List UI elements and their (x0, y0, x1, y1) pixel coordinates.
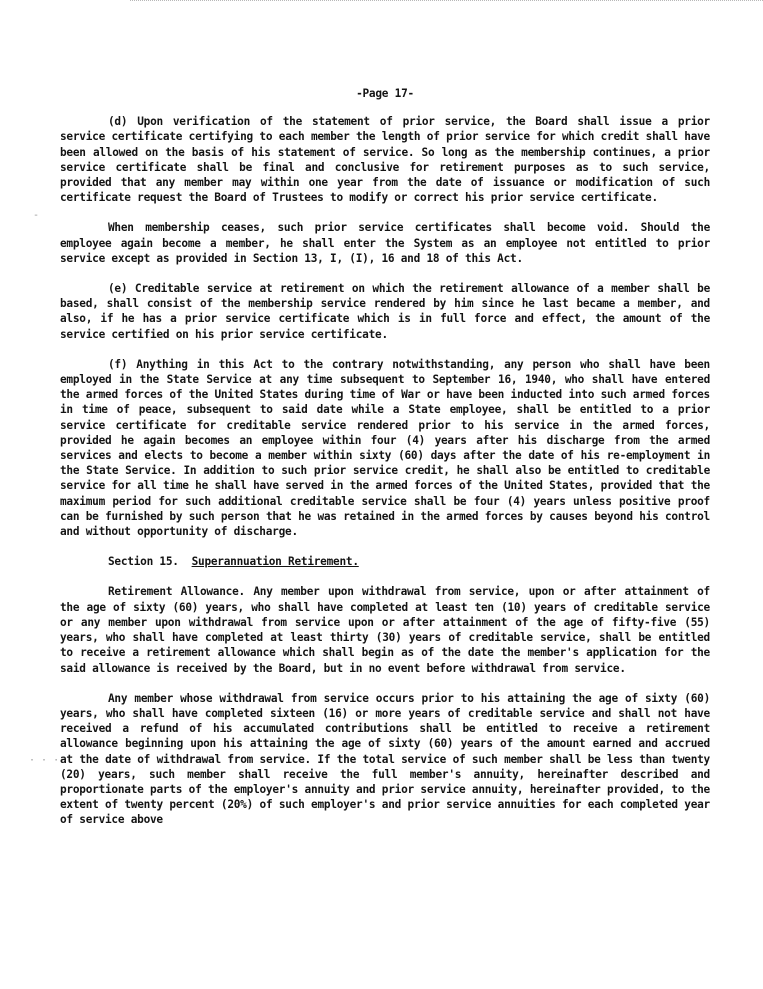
paragraph-text: (d) Upon verification of the statement of prior service, the Board shall issue a prior service certificate certifying to each member the length of prior service for which credit shall have been allowed on the basis of his statement of service. So long as the membership continues, a prior service certificate shall be final and conclusive for retirement purposes as to such service, provided that any member may within one year from the date of issuance or modification of such certificate request the Board of Trustees to modify or correct his prior service certificate. (60, 115, 710, 205)
paragraph-d (60, 114, 710, 205)
top-dotted-rule (130, 0, 763, 1)
paragraph-f (60, 357, 710, 539)
paragraph-text: Retirement Allowance. Any member upon withdrawal from service, upon or after attainment of the age of sixty (60) years, who shall have completed at least ten (10) years of creditable service or any member upon withdrawal from service upon or after attainment of the age of fifty-five (55) years, who shall have completed at least thirty (30) years of creditable service, shall be entitled to receive a retirement allowance which shall begin as of the date the member's application for the said allowance is received by the Board, but in no event before withdrawal from service. (60, 585, 710, 675)
paragraph-text: (e) Creditable service at retirement on which the retirement allowance of a member shall be based, shall consist of the membership service rendered by him since he last became a member, and also, if he has a prior service certificate which is in full force and effect, the amount of the service certified on his prior service certificate. (60, 282, 710, 341)
margin-mark: - (33, 210, 40, 221)
paragraph-text: When membership ceases, such prior service certificates shall become void. Should the employee again become a member, he shall enter the System as an employee not entitled to prior service except as provided in Section 13, I, (I), 16 and 18 of this Act. (60, 221, 710, 265)
paragraph-text: (f) Anything in this Act to the contrary notwithstanding, any person who shall have been employed in the State Service at any time subsequent to September 16, 1940, who shall have entered the armed forces of the United States during time of War or have been inducted into such armed forces in time of peace, subsequent to said date while a State employee, shall be entitled to a prior service certificate for creditable service rendered prior to his service in the armed forces, provided he again becomes an employee within four (4) years after his discharge from the armed services and elects to become a member within sixty (60) days after the date of his re-employment in the State Service. In addition to such prior service credit, he shall also be entitled to creditable service for all time he shall have served in the armed forces of the United States, provided that the maximum period for such additional creditable service shall be four (4) years unless positive proof can be furnished by such person that he was retained in the armed forces by causes beyond his control and without opportunity of discharge. (60, 357, 710, 539)
paragraph-text: Any member whose withdrawal from service occurs prior to his attaining the age of sixty (60) years, who shall have completed sixteen (16) or more years of creditable service and shall not have received a refund of his accumulated contributions shall be entitled to receive a retirement allowance beginning upon his attaining the age of sixty (60) years of the amount earned and accrued at the date of withdrawal from service. If the total service of such member shall be less than twenty (20) years, such member shall receive the full member's annuity, hereinafter described and proportionate parts of the employer's annuity and prior service annuity, hereinafter provided, to the extent of twenty percent (20%) of such employer's and prior service annuities for each completed year of service above (60, 691, 710, 827)
paragraph-e (60, 281, 710, 342)
paragraph-early-withdrawal (60, 691, 710, 828)
paragraph-retirement-allowance (60, 584, 710, 675)
section-heading (60, 554, 710, 569)
section-number: Section 15. (108, 555, 179, 569)
document-page (60, 86, 710, 843)
paragraph-membership-ceases (60, 220, 710, 266)
margin-mark: · · · (29, 755, 60, 766)
page-number: -Page 17- (356, 87, 414, 100)
section-title: Superannuation Retirement. (191, 555, 359, 569)
